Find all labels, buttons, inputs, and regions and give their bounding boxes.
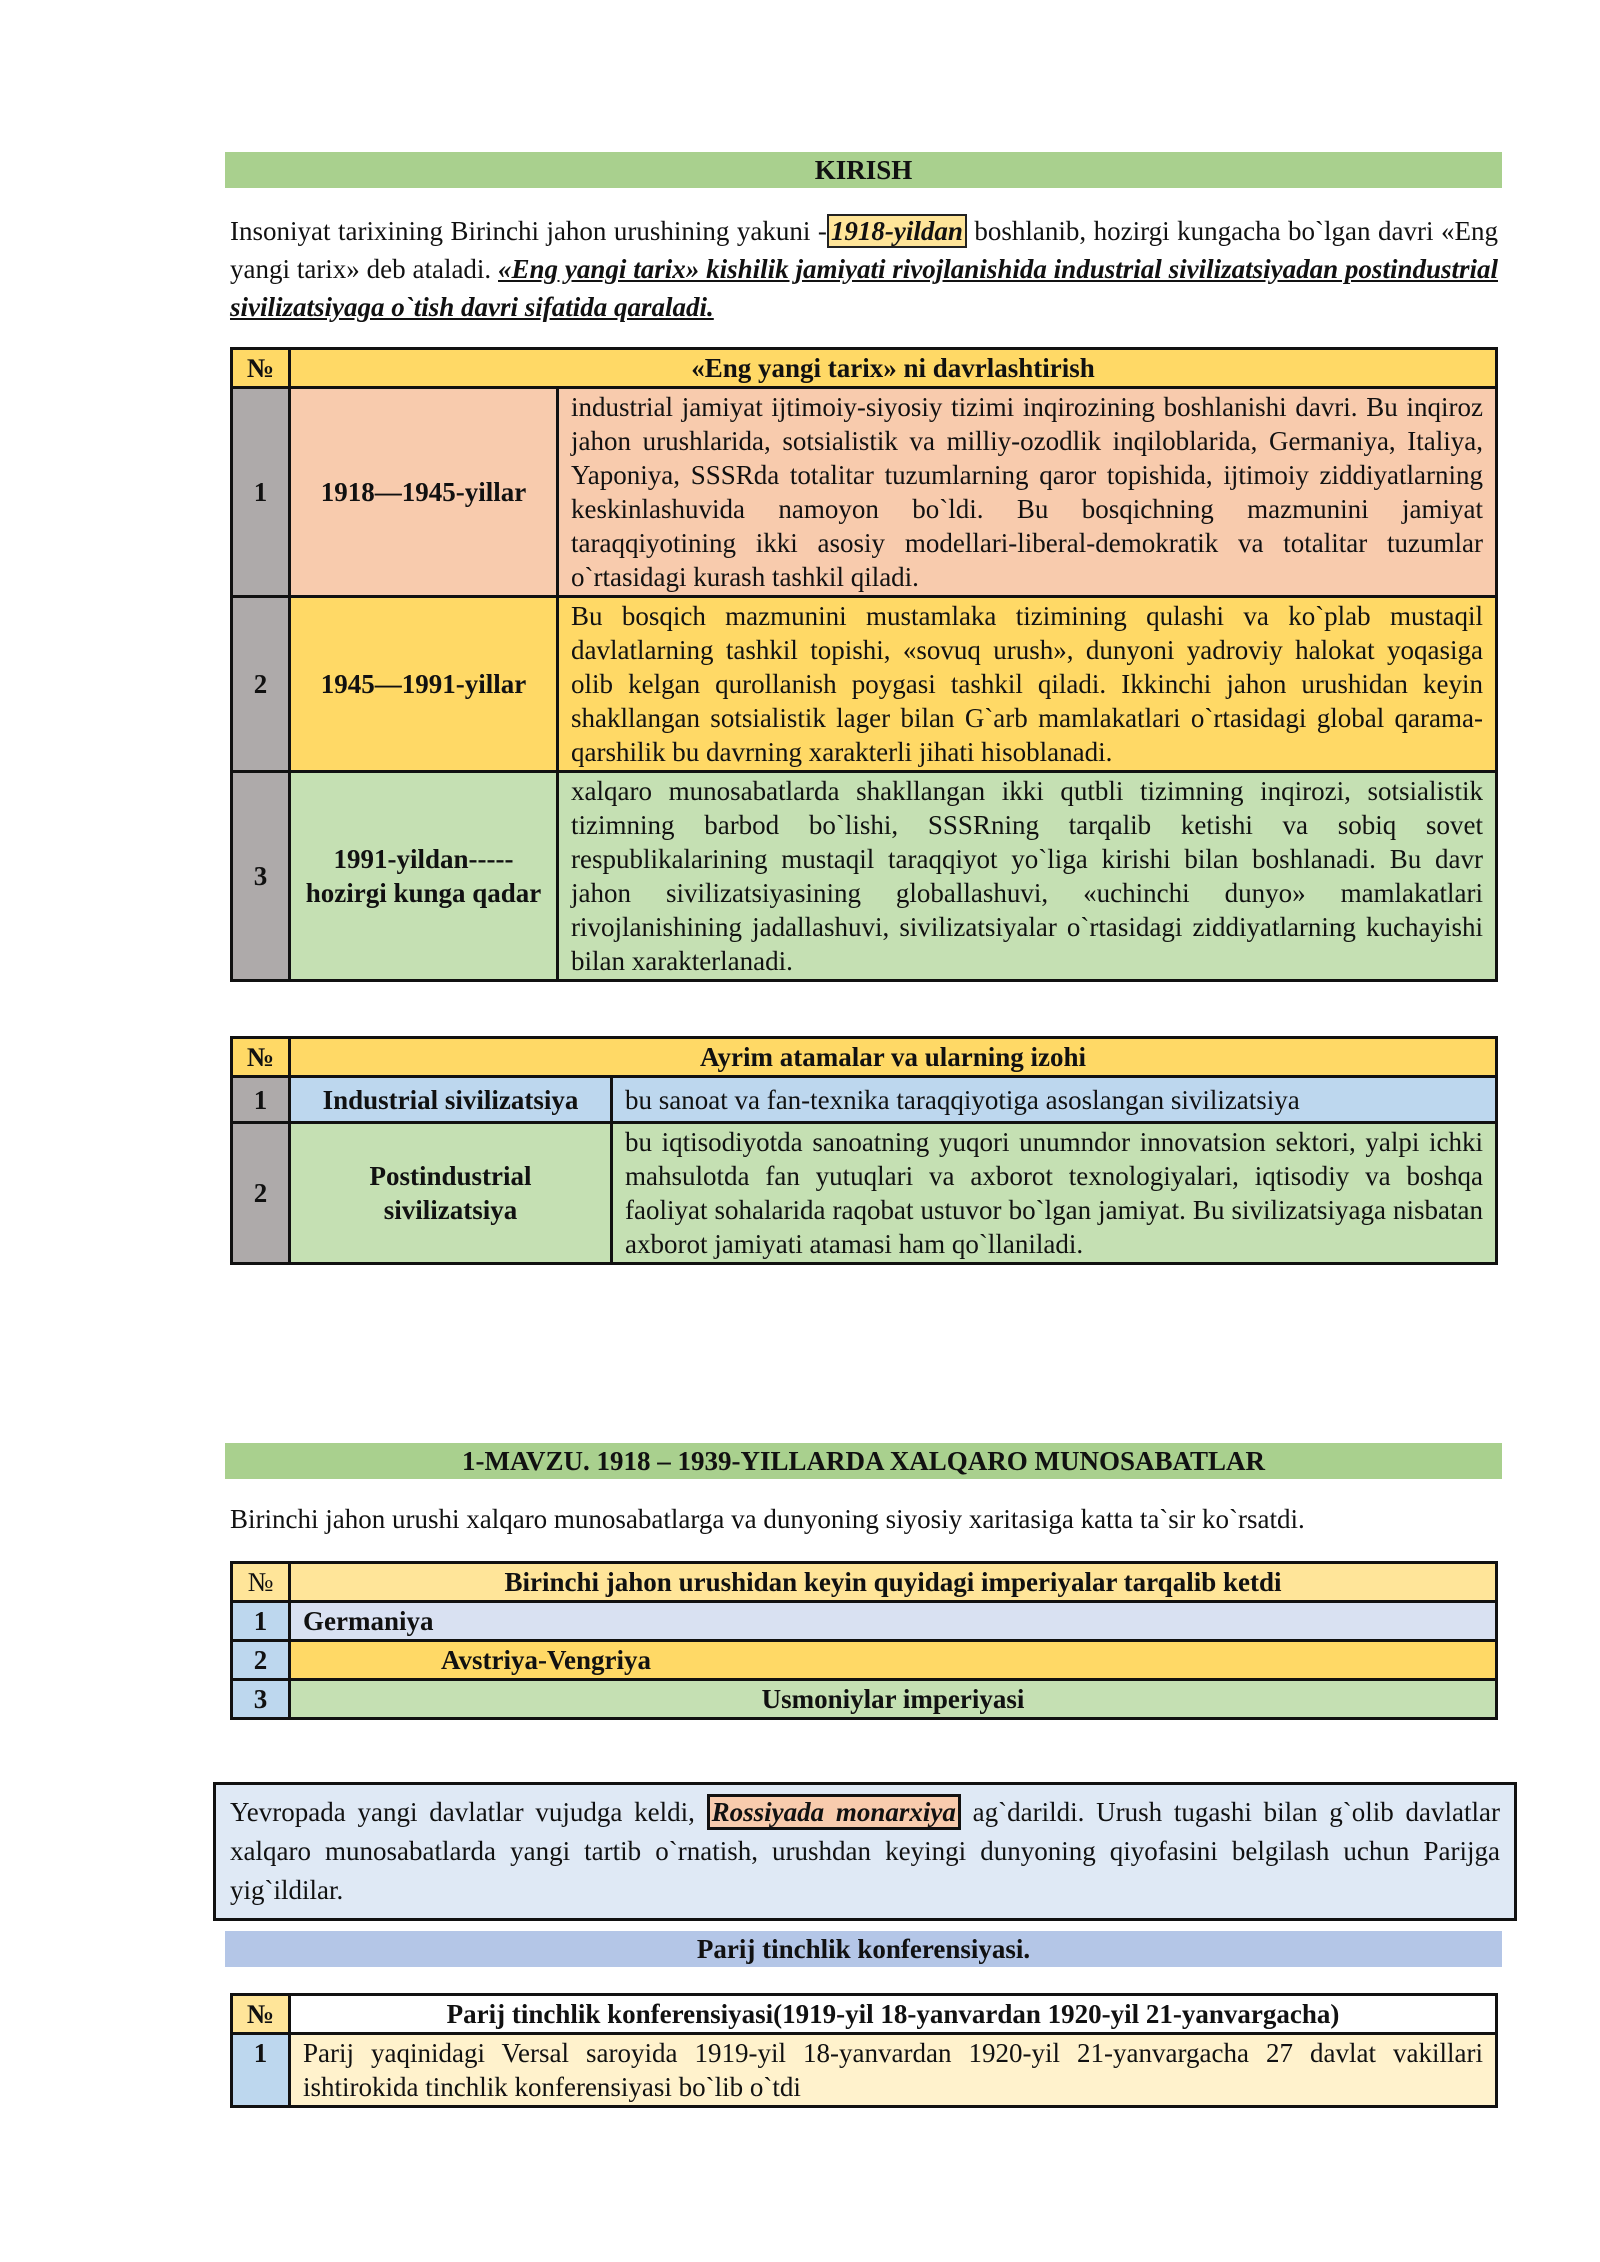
row-number: 1: [232, 2034, 290, 2107]
intro-emphasis: «Eng yangi tarix» kishilik jamiyati rivojlanishida industrial sivilizatsiyadan postindustrial sivilizatsiyaga o`tish davri sifatida qaraladi.: [230, 254, 1498, 322]
period-description: Bu bosqich mazmunini mustamlaka tizimining qulashi va ko`plab mustaqil davlatlarning tashkil topishi, «sovuq urush», dunyoni yadroviy halokat yoqasiga olib kelgan qurollanish poygasi tashkil qiladi. Ikkinchi jahon urushidan keyin shakllangan sotsialistik lager bilan G`arb mamlakatlari o`rtasidagi global qarama-qarshilik bu davrning xarakterli jihati hisoblanadi.: [558, 597, 1497, 772]
row-number: 1: [232, 1077, 290, 1123]
term-description: bu iqtisodiyotda sanoatning yuqori unumndor innovatsion sektori, yalpi ichki mahsulotda fan yutuqlari va axborot texnologiyalari, iqtisodiy va boshqa faoliyat sohalarida raqobat ustuvor bo`lgan jamiyat. Bu sivilizatsiyaga nisbatan axborot jamiyati atamasi ham qo`llaniladi.: [612, 1123, 1497, 1264]
term-label: Postindustrial sivilizatsiya: [290, 1123, 612, 1264]
row-number: 1: [232, 388, 290, 597]
row-number: 2: [232, 597, 290, 772]
table-header-row: [232, 1563, 1497, 1602]
table-row: [232, 772, 1497, 981]
period-description: industrial jamiyat ijtimoiy-siyosiy tizimi inqirozining boshlanishi davri. Bu inqiroz jahon urushlarida, sotsialistik va milliy-ozodlik inqiloblarida, Germaniya, Italiya, Yaponiya, SSSRda totalitar tuzumlarning qaror topishida, ijtimoiy ziddiyatlarning keskinlashuvida namoyon bo`ldi. Bu bosqichning mazmunini jamiyat taraqqiyotining ikki asosiy modellari-liberal-demokratik va totalitar tuzumlar o`rtasidagi kurash tashkil qiladi.: [558, 388, 1497, 597]
paris-table: [230, 1993, 1498, 2108]
period-label: 1945—1991-yillar: [290, 597, 558, 772]
paris-description: Parij yaqinidagi Versal saroyida 1919-yil 18-yanvardan 1920-yil 21-yanvargacha 27 davlat vakillari ishtirokida tinchlik konferensiyasi bo`lib o`tdi: [290, 2034, 1497, 2107]
row-number: 2: [232, 1641, 290, 1680]
section-title-paris: Parij tinchlik konferensiyasi.: [225, 1931, 1502, 1967]
europe-text-a: Yevropada yangi davlatlar vujudga keldi,: [230, 1797, 707, 1827]
section-title-topic1: 1-MAVZU. 1918 – 1939-YILLARDA XALQARO MUNOSABATLAR: [225, 1443, 1502, 1479]
intro-highlight-year: 1918-yildan: [827, 214, 967, 248]
table-row: [232, 1077, 1497, 1123]
periodization-title: «Eng yangi tarix» ni davrlashtirish: [290, 349, 1497, 388]
num-header: №: [232, 1995, 290, 2034]
section-title-kirish: KIRISH: [225, 152, 1502, 188]
empires-title: Birinchi jahon urushidan keyin quyidagi imperiyalar tarqalib ketdi: [290, 1563, 1497, 1602]
intro-paragraph: [230, 212, 1498, 326]
num-header: №: [232, 349, 290, 388]
terms-title: Ayrim atamalar va ularning izohi: [290, 1038, 1497, 1077]
table-row: [232, 2034, 1497, 2107]
paris-table-title: Parij tinchlik konferensiyasi(1919-yil 18-yanvardan 1920-yil 21-yanvargacha): [290, 1995, 1497, 2034]
topic1-paragraph: Birinchi jahon urushi xalqaro munosabatlarga va dunyoning siyosiy xaritasiga katta ta`sir ko`rsatdi.: [230, 1504, 1305, 1534]
table-row: [232, 597, 1497, 772]
table-header-row: [232, 1995, 1497, 2034]
period-description: xalqaro munosabatlarda shakllangan ikki qutbli tizimning inqirozi, sotsialistik tizimning barbod bo`lishi, SSSRning tarqalib ketishi va sobiq sovet respublikalarining mustaqil taraqqiyot yo`liga kirishi bilan boshlanadi. Bu davr jahon sivilizatsiyasining globallashuvi, «uchinchi dunyo» mamlakatlari rivojlanishining jadallashuvi, sivilizatsiyalar o`rtasidagi ziddiyatlarning kuchayishi bilan xarakterlanadi.: [558, 772, 1497, 981]
terms-table: [230, 1036, 1498, 1265]
period-label: 1991-yildan----- hozirgi kunga qadar: [290, 772, 558, 981]
term-description: bu sanoat va fan-texnika taraqqiyotiga asoslangan sivilizatsiya: [612, 1077, 1497, 1123]
empire-name: Avstriya-Vengriya: [290, 1641, 1497, 1680]
row-number: 3: [232, 772, 290, 981]
num-header: №: [232, 1038, 290, 1077]
num-header: №: [232, 1563, 290, 1602]
empire-name: Usmoniylar imperiyasi: [290, 1680, 1497, 1719]
table-row: [232, 1641, 1497, 1680]
table-header-row: [232, 1038, 1497, 1077]
europe-paragraph: [213, 1782, 1517, 1921]
intro-text-a: Insoniyat tarixining Birinchi jahon urushining yakuni -: [230, 216, 827, 246]
table-row: [232, 1123, 1497, 1264]
term-label: Industrial sivilizatsiya: [290, 1077, 612, 1123]
table-row: [232, 1680, 1497, 1719]
period-label: 1918—1945-yillar: [290, 388, 558, 597]
periodization-table: [230, 347, 1498, 982]
europe-highlight: Rossiyada monarxiya: [707, 1794, 961, 1830]
europe-text-b: ag`darildi. Urush tugashi bilan g`olib davlatlar xalqaro munosabatlarda yangi tartib o`rnatish, urushdan keyingi dunyoning qiyofasini belgilash uchun Parijga yig`ildilar.: [230, 1797, 1500, 1905]
empire-name: Germaniya: [290, 1602, 1497, 1641]
empires-table: [230, 1561, 1498, 1720]
intro-text-b: boshlanib, hozirgi kungacha bo`lgan davri «Eng yangi tarix» deb ataladi.: [230, 216, 1498, 284]
row-number: 1: [232, 1602, 290, 1641]
row-number: 2: [232, 1123, 290, 1264]
row-number: 3: [232, 1680, 290, 1719]
table-row: [232, 1602, 1497, 1641]
table-header-row: [232, 349, 1497, 388]
table-row: [232, 388, 1497, 597]
